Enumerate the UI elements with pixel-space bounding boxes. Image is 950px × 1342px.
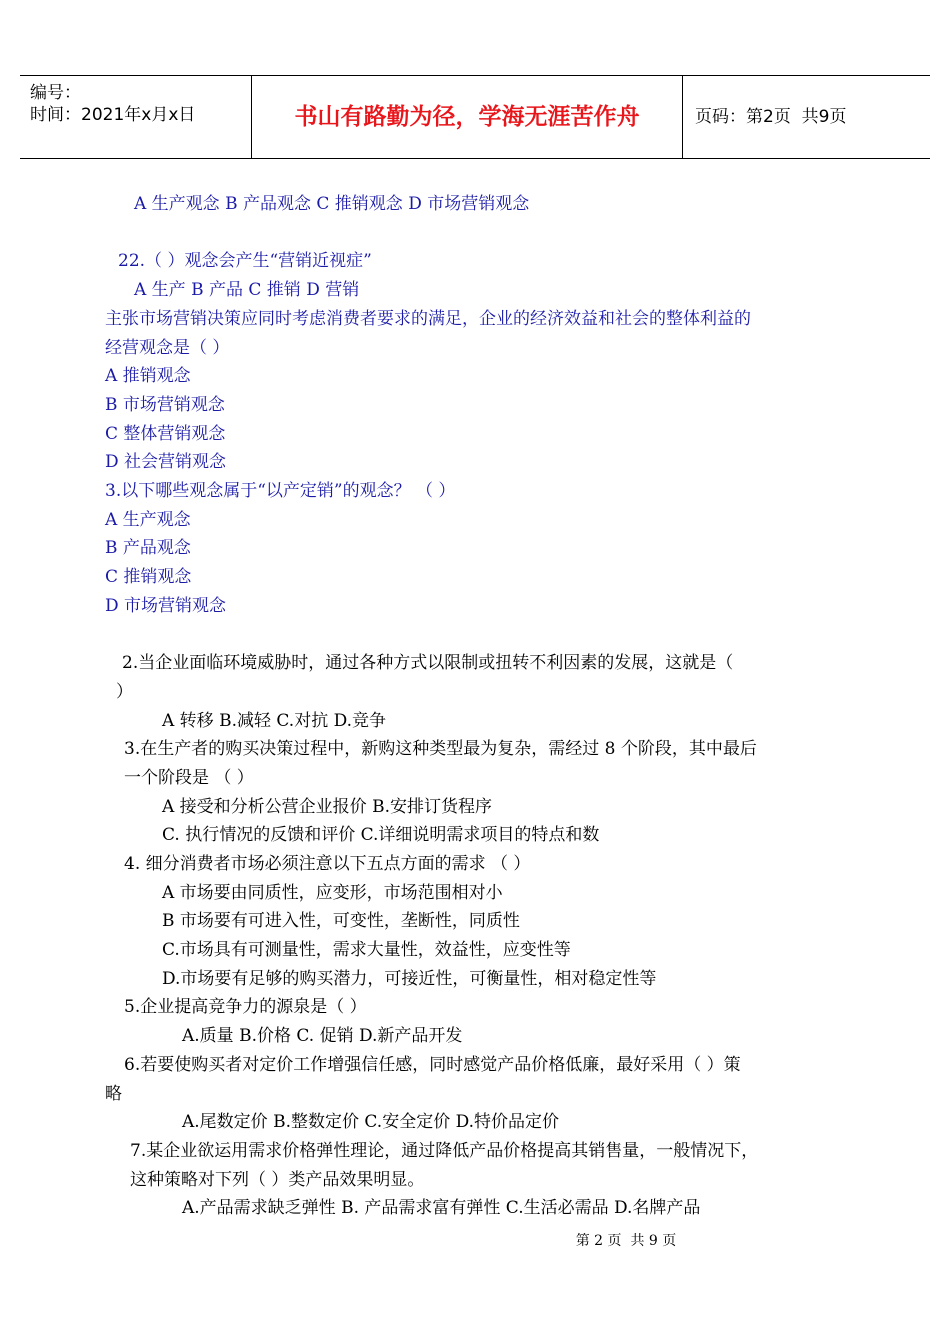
page-indicator: 页码：第2页 共9页 bbox=[695, 107, 847, 127]
question-line: 6.若要使购买者对定价工作增强信任感，同时感觉产品价格低廉，最好采用（ ）策 bbox=[124, 1055, 741, 1075]
option-line: A 推销观念 bbox=[105, 366, 191, 386]
question-line: 一个阶段是 （ ） bbox=[124, 768, 254, 788]
option-line: C 整体营销观念 bbox=[105, 424, 226, 444]
option-line: A 生产观念 B 产品观念 C 推销观念 D 市场营销观念 bbox=[134, 194, 530, 214]
option-line: B 产品观念 bbox=[105, 538, 191, 558]
question-line: 3.以下哪些观念属于“以产定销”的观念？ （ ） bbox=[105, 481, 456, 501]
header-motto: 书山有路勤为径，学海无涯苦作舟 bbox=[294, 104, 640, 130]
option-line: A 生产 B 产品 C 推销 D 营销 bbox=[134, 280, 360, 300]
question-line: 3.在生产者的购买决策过程中，新购这种类型最为复杂，需经过 8 个阶段，其中最后 bbox=[124, 739, 757, 759]
time-label: 时间：2021年x月x日 bbox=[30, 105, 196, 125]
option-line: A.质量 B.价格 C. 促销 D.新产品开发 bbox=[182, 1026, 463, 1046]
option-line: A.尾数定价 B.整数定价 C.安全定价 D.特价品定价 bbox=[182, 1112, 560, 1132]
question-line: 经营观念是（ ） bbox=[105, 338, 230, 358]
option-line: D 社会营销观念 bbox=[105, 452, 227, 472]
page-footer: 第 2 页 共 9 页 bbox=[575, 1233, 677, 1249]
question-line: 22.（ ）观念会产生“营销近视症” bbox=[118, 251, 372, 271]
header-divider bbox=[682, 76, 683, 158]
question-line: 略 bbox=[105, 1084, 122, 1104]
option-line: D 市场营销观念 bbox=[105, 596, 227, 616]
question-line: 主张市场营销决策应同时考虑消费者要求的满足，企业的经济效益和社会的整体利益的 bbox=[105, 309, 751, 329]
option-line: B 市场营销观念 bbox=[105, 395, 225, 415]
option-line: A.产品需求缺乏弹性 B. 产品需求富有弹性 C.生活必需品 D.名牌产品 bbox=[182, 1198, 701, 1218]
option-line: A 生产观念 bbox=[105, 510, 191, 530]
option-line: A 市场要由同质性，应变形，市场范围相对小 bbox=[162, 883, 503, 903]
question-line: ） bbox=[116, 682, 133, 702]
header-left bbox=[30, 82, 195, 126]
question-line: 5.企业提高竞争力的源泉是（ ） bbox=[124, 997, 367, 1017]
option-line: D.市场要有足够的购买潜力，可接近性，可衡量性，相对稳定性等 bbox=[162, 969, 657, 989]
question-line: 7.某企业欲运用需求价格弹性理论，通过降低产品价格提高其销售量，一般情况下， bbox=[130, 1141, 759, 1161]
number-label: 编号： bbox=[30, 83, 81, 103]
option-line: A 接受和分析公营企业报价 B.安排订货程序 bbox=[162, 797, 492, 817]
page-header bbox=[20, 75, 930, 159]
question-line: 4. 细分消费者市场必须注意以下五点方面的需求 （ ） bbox=[124, 854, 531, 874]
option-line: C.市场具有可测量性，需求大量性，效益性，应变性等 bbox=[162, 940, 571, 960]
question-line: 2.当企业面临环境威胁时，通过各种方式以限制或扭转不利因素的发展，这就是（ bbox=[122, 653, 734, 673]
option-line: C 推销观念 bbox=[105, 567, 192, 587]
question-line: 这种策略对下列（ ）类产品效果明显。 bbox=[130, 1170, 425, 1190]
option-line: C. 执行情况的反馈和评价 C.详细说明需求项目的特点和数 bbox=[162, 825, 600, 845]
option-line: B 市场要有可进入性，可变性，垄断性，同质性 bbox=[162, 911, 520, 931]
option-line: A 转移 B.减轻 C.对抗 D.竞争 bbox=[162, 711, 387, 731]
